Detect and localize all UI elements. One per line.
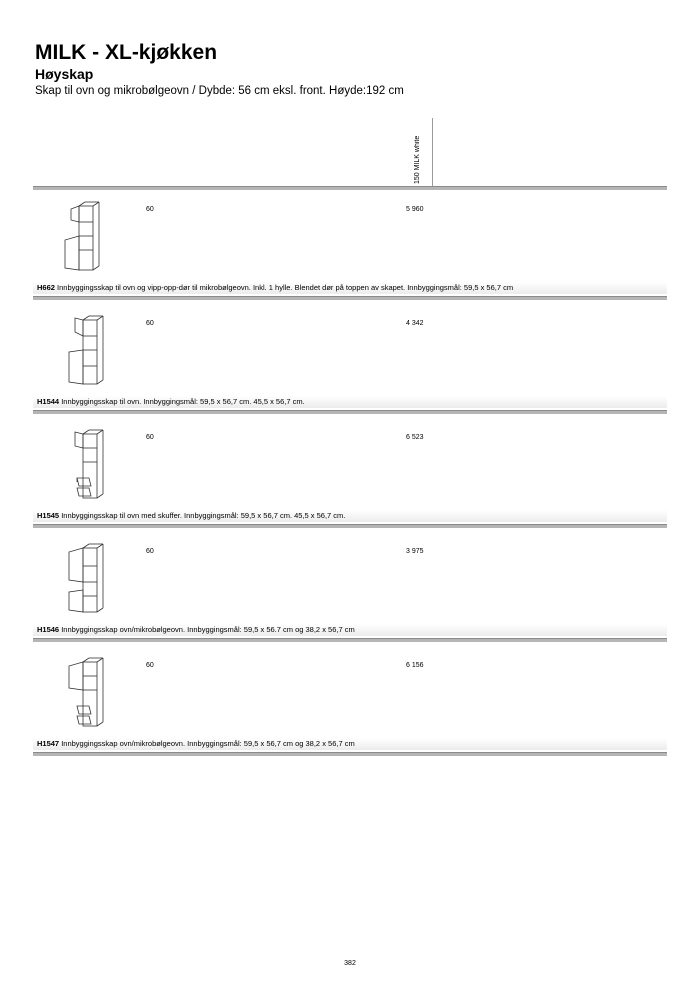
cabinet-oven-microwave-icon — [49, 542, 119, 614]
product-row-h1547 — [33, 656, 667, 756]
header-divider — [33, 186, 667, 190]
product-row-h1545 — [33, 428, 667, 528]
column-divider — [432, 118, 433, 186]
page-title: MILK - XL-kjøkken — [35, 41, 218, 64]
column-header-finish: 150 MILK white — [414, 135, 421, 184]
product-code: H1544 — [37, 397, 60, 406]
product-text: Innbyggingsskap til ovn med skuffer. Innbyggingsmål: 59,5 x 56,7 cm. 45,5 x 56,7 cm. — [61, 511, 346, 520]
product-text: Innbyggingsskap ovn/mikrobølgeovn. Innbyggingsmål: 59,5 x 56.7 cm og 38,2 x 56,7 cm — [61, 625, 355, 634]
cabinet-oven-microwave-drawers-icon — [49, 656, 119, 728]
product-code: H1546 — [37, 625, 60, 634]
product-code: H1547 — [37, 739, 60, 748]
product-width: 60 — [146, 434, 154, 441]
product-row-h1546 — [33, 542, 667, 642]
product-width: 60 — [146, 206, 154, 213]
product-width: 60 — [146, 662, 154, 669]
product-row-h662 — [33, 200, 667, 300]
product-price: 4 342 — [406, 320, 424, 327]
product-price: 3 975 — [406, 548, 424, 555]
product-description — [33, 510, 667, 522]
product-price: 6 523 — [406, 434, 424, 441]
product-width: 60 — [146, 548, 154, 555]
row-divider — [33, 296, 667, 300]
row-divider — [33, 752, 667, 756]
product-code: H662 — [37, 283, 55, 292]
section-subtitle: Høyskap — [35, 66, 94, 82]
product-text: Innbyggingsskap ovn/mikrobølgeovn. Innbyggingsmål: 59,5 x 56,7 cm og 38,2 x 56,7 cm — [61, 739, 355, 748]
product-text: Innbyggingsskap til ovn og vipp-opp-dør til mikrobølgeovn. Inkl. 1 hylle. Blendet dør på toppen av skapet. Innbyggingsmål: 59,5 x 56,7 cm — [57, 283, 514, 292]
row-divider — [33, 638, 667, 642]
product-code: H1545 — [37, 511, 60, 520]
product-price: 6 156 — [406, 662, 424, 669]
row-divider — [33, 410, 667, 414]
page-number: 382 — [344, 960, 356, 967]
product-row-h1544 — [33, 314, 667, 414]
cabinet-oven-icon — [49, 314, 119, 386]
product-description — [33, 282, 667, 294]
section-description: Skap til ovn og mikrobølgeovn / Dybde: 56 cm eksl. front. Høyde:192 cm — [35, 85, 404, 97]
product-width: 60 — [146, 320, 154, 327]
product-description — [33, 624, 667, 636]
product-description — [33, 738, 667, 750]
row-divider — [33, 524, 667, 528]
cabinet-oven-flap-top-icon — [49, 200, 119, 272]
product-text: Innbyggingsskap til ovn. Innbyggingsmål: 59,5 x 56,7 cm. 45,5 x 56,7 cm. — [61, 397, 305, 406]
product-description — [33, 396, 667, 408]
product-price: 5 960 — [406, 206, 424, 213]
cabinet-oven-drawers-icon — [49, 428, 119, 500]
